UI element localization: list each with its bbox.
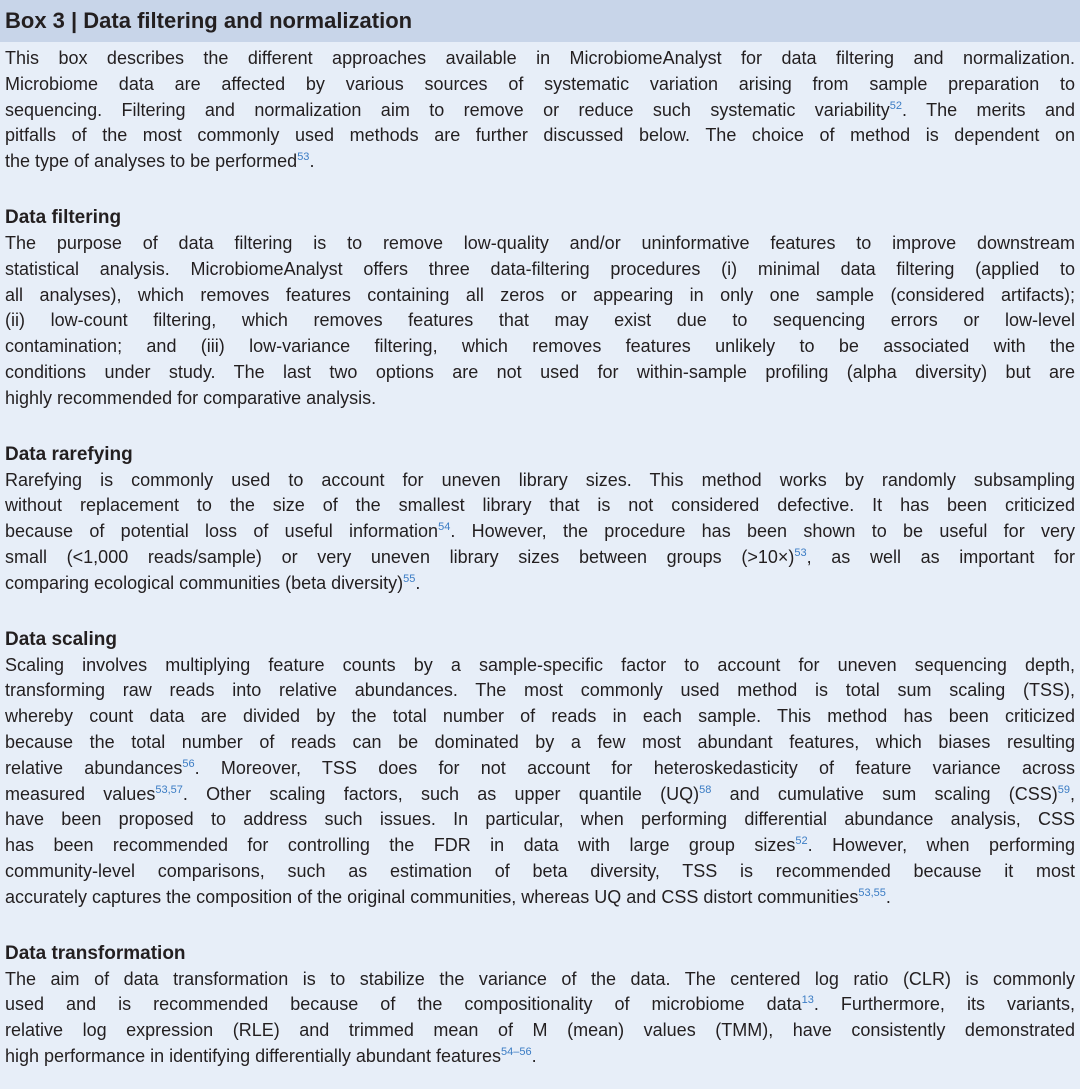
text-line: [5, 308, 1075, 334]
text-line: [5, 1044, 1075, 1070]
text-segment: . Moreover, TSS does for not account for heteroskedasticity of feature variance across: [194, 757, 1075, 778]
text-line: [5, 833, 1075, 859]
text-line: [5, 123, 1075, 149]
reference-link[interactable]: 53,55: [858, 886, 886, 899]
text-segment: relative log expression (RLE) and trimmed mean of M (mean) values (TMM), have consistently demonstrated: [5, 1020, 1075, 1041]
text-line: [5, 519, 1075, 545]
text-segment: pitfalls of the most commonly used methods are further discussed below. The choice of method is dependent on: [5, 125, 1075, 146]
text-segment: . Furthermore, its variants,: [813, 994, 1075, 1015]
text-line: [5, 334, 1075, 360]
text-segment: sequencing. Filtering and normalization aim to remove or reduce such systematic variability: [5, 99, 890, 120]
text-segment: Scaling involves multiplying feature counts by a sample-specific factor to account for uneven sequencing depth,: [5, 654, 1075, 675]
text-segment: .: [531, 1045, 537, 1066]
text-segment: Rarefying is commonly used to account for uneven library sizes. This method works by randomly subsampling: [5, 469, 1075, 490]
reference-link[interactable]: 53,57: [155, 783, 183, 796]
text-line: [5, 571, 1075, 597]
text-line: [5, 967, 1075, 993]
reference-link[interactable]: 58: [699, 783, 712, 796]
reference-link[interactable]: 55: [403, 572, 416, 585]
box-title-bar: [0, 0, 1080, 42]
box-content: [0, 42, 1080, 1070]
text-line: [5, 72, 1075, 98]
text-segment: all analyses), which removes features containing all zeros or appearing in only one sample (considered artifacts);: [5, 284, 1075, 305]
intro-section: [5, 46, 1075, 175]
text-segment: because the total number of reads can be dominated by a few most abundant features, which biases resulting: [5, 731, 1075, 752]
text-line: [5, 360, 1075, 386]
text-segment: comparing ecological communities (beta diversity): [5, 572, 404, 593]
text-segment: statistical analysis. MicrobiomeAnalyst offers three data-filtering procedures (i) minimal data filtering (applied to: [5, 258, 1075, 279]
text-segment: and cumulative sum scaling (CSS): [711, 783, 1058, 804]
text-segment: The purpose of data filtering is to remove low-quality and/or uninformative features to improve downstream: [5, 232, 1075, 253]
text-segment: used and is recommended because of the compositionality of microbiome data: [5, 994, 802, 1015]
text-segment: have been proposed to address such issues. In particular, when performing differential abundance analysis, CSS: [5, 809, 1075, 830]
text-line: [5, 678, 1075, 704]
text-segment: contamination; and (iii) low-variance filtering, which removes features unlikely to be associated with the: [5, 336, 1075, 357]
reference-link[interactable]: 54: [438, 521, 451, 534]
text-line: [5, 756, 1075, 782]
text-line: [5, 992, 1075, 1018]
text-segment: This box describes the different approaches available in MicrobiomeAnalyst for data filtering and normalization.: [5, 48, 1075, 68]
reference-link[interactable]: 54–56: [500, 1045, 532, 1058]
text-segment: transforming raw reads into relative abundances. The most commonly used method is total sum scaling (TSS),: [5, 680, 1075, 701]
text-segment: the type of analyses to be performed: [5, 151, 298, 172]
text-line: [5, 231, 1075, 257]
reference-link[interactable]: 53: [297, 151, 310, 164]
text-line: [5, 98, 1075, 124]
text-segment: The aim of data transformation is to stabilize the variance of the data. The centered log ratio (CLR) is commonly: [5, 968, 1075, 989]
text-segment: . The merits and: [902, 99, 1075, 120]
section-data-transformation: [5, 941, 1075, 1070]
section-heading: Data scaling: [5, 628, 117, 650]
text-line: [5, 386, 1075, 412]
text-segment: .: [309, 151, 315, 172]
text-line: [5, 730, 1075, 756]
text-line: [5, 468, 1075, 494]
text-segment: .: [885, 886, 891, 907]
text-line: [5, 782, 1075, 808]
reference-link[interactable]: 52: [889, 99, 903, 112]
reference-link[interactable]: 59: [1057, 783, 1070, 796]
text-line: [5, 46, 1075, 72]
text-segment: whereby count data are divided by the total number of reads in each sample. This method has been criticized: [5, 706, 1075, 727]
text-segment: (ii) low-count filtering, which removes features that may exist due to sequencing errors or low-level: [5, 310, 1075, 331]
section-heading: Data rarefying: [5, 443, 133, 465]
text-segment: . However, when performing: [807, 835, 1076, 856]
text-line: [5, 545, 1075, 571]
text-segment: without replacement to the size of the smallest library that is not considered defective. It has been criticized: [5, 495, 1075, 516]
text-segment: has been recommended for controlling the FDR in data with large group sizes: [5, 835, 796, 856]
text-segment: high performance in identifying differentially abundant features: [5, 1045, 501, 1066]
text-segment: because of potential loss of useful information: [5, 521, 439, 542]
text-segment: accurately captures the composition of the original communities, whereas UQ and CSS distort communities: [5, 886, 859, 907]
section-heading: Data filtering: [5, 206, 122, 228]
text-segment: relative abundances: [5, 757, 183, 778]
text-segment: small (<1,000 reads/sample) or very uneven library sizes between groups (>10×): [5, 546, 795, 567]
text-segment: .: [415, 572, 421, 593]
text-segment: measured values: [5, 783, 156, 804]
text-segment: ,: [1070, 783, 1076, 804]
text-segment: , as well as important for: [806, 546, 1075, 567]
text-segment: conditions under study. The last two options are not used for within-sample profiling (alpha diversity) but are: [5, 361, 1075, 382]
reference-link[interactable]: 53: [794, 546, 807, 559]
section-heading: Data transformation: [5, 942, 186, 964]
text-line: [5, 257, 1075, 283]
section-data-scaling: [5, 627, 1075, 911]
text-line: [5, 1018, 1075, 1044]
text-line: [5, 283, 1075, 309]
text-segment: . However, the procedure has been shown to be useful for very: [450, 521, 1075, 542]
reference-link[interactable]: 52: [795, 835, 808, 848]
section-data-rarefying: [5, 442, 1075, 597]
text-line: [5, 653, 1075, 679]
reference-link[interactable]: 13: [801, 994, 814, 1007]
text-line: [5, 859, 1075, 885]
text-segment: . Other scaling factors, such as upper quantile (UQ): [182, 783, 700, 804]
text-segment: highly recommended for comparative analysis.: [5, 387, 377, 408]
text-line: [5, 149, 1075, 175]
text-line: [5, 885, 1075, 911]
section-data-filtering: [5, 205, 1075, 412]
text-line: [5, 493, 1075, 519]
text-segment: community-level comparisons, such as estimation of beta diversity, TSS is recommended because it most: [5, 860, 1075, 881]
text-line: [5, 704, 1075, 730]
text-segment: Microbiome data are affected by various sources of systematic variation arising from sample preparation to: [5, 73, 1075, 94]
text-line: [5, 807, 1075, 833]
reference-link[interactable]: 56: [182, 757, 195, 770]
box-title: Box 3 | Data filtering and normalization: [5, 8, 413, 33]
